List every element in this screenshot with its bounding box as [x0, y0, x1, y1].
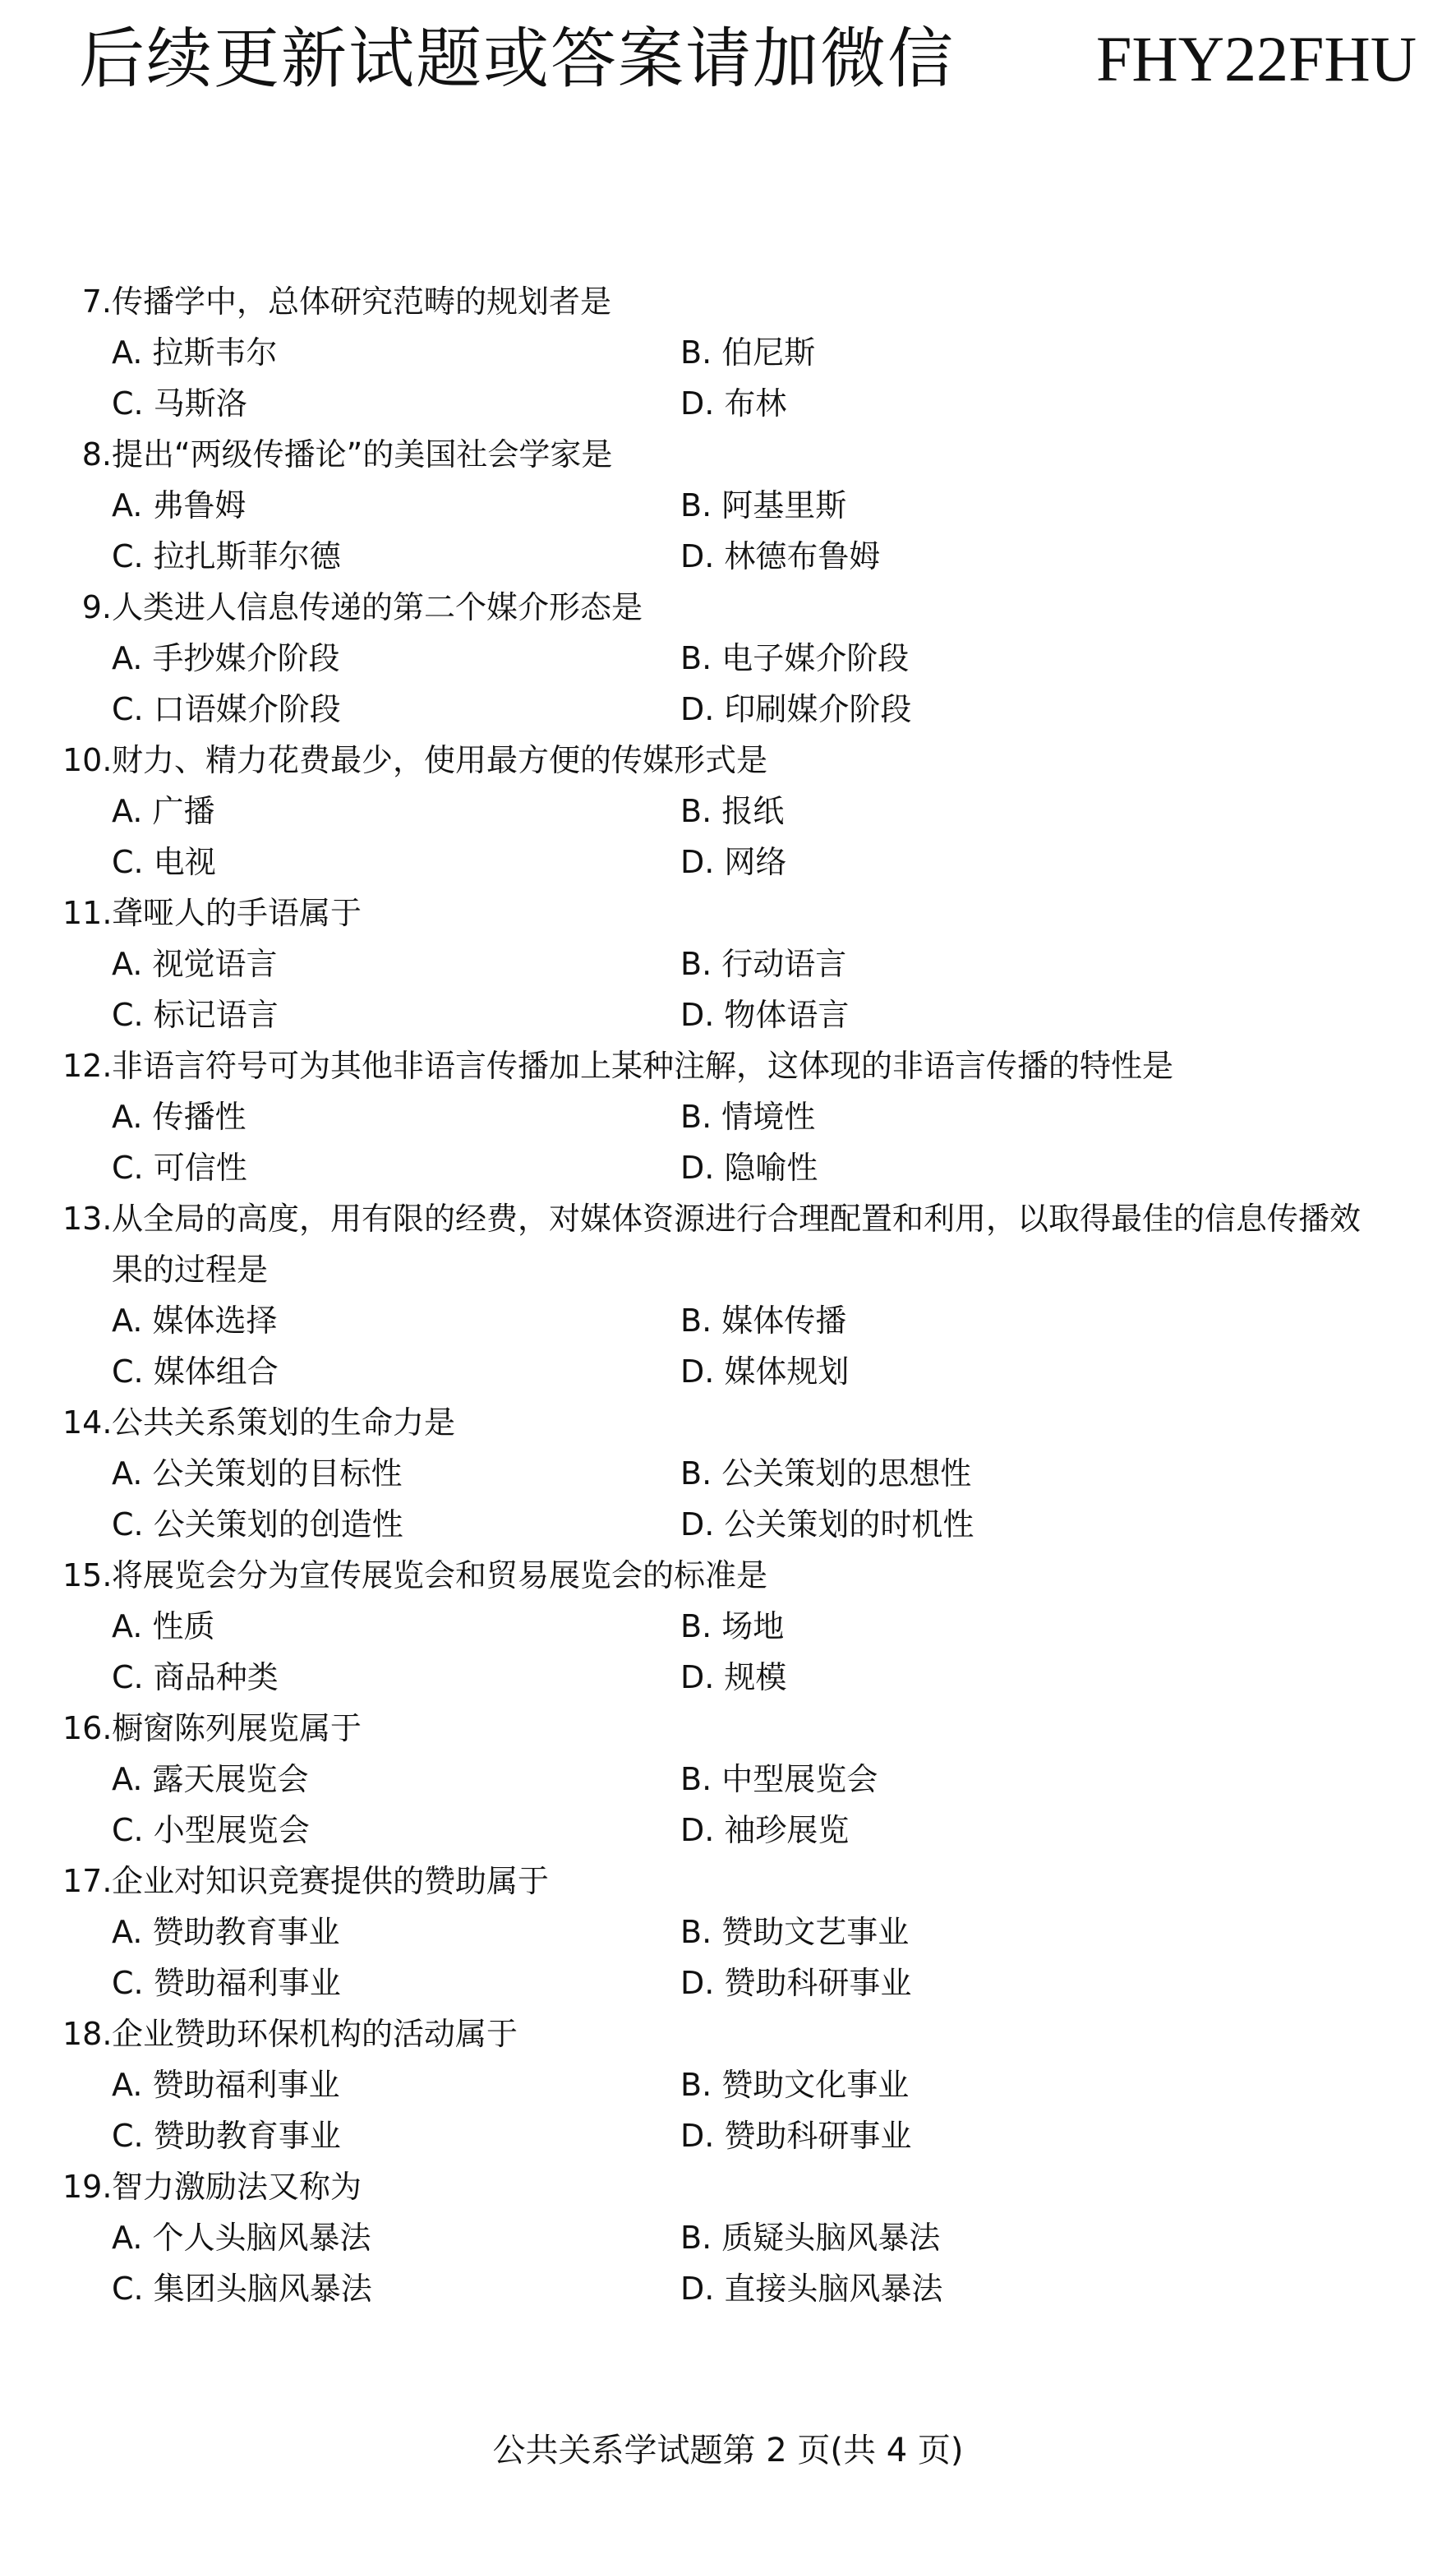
option-a: A. 广播 — [112, 793, 215, 829]
option-b: B. 阿基里斯 — [680, 487, 847, 523]
question-number: 19. — [62, 2169, 113, 2205]
question-stem — [62, 1856, 1394, 1907]
question-7 — [62, 276, 1394, 429]
question-8 — [62, 429, 1394, 582]
option-c: C. 商品种类 — [112, 1659, 279, 1695]
option-d: D. 袖珍展览 — [680, 1812, 850, 1848]
option-b: B. 伯尼斯 — [680, 334, 816, 371]
question-text: 从全局的高度，用有限的经费，对媒体资源进行合理配置和利用，以取得最佳的信息传播效果的过程是 — [112, 1201, 1362, 1288]
option-row — [62, 1295, 1394, 1346]
option-row — [62, 938, 1394, 989]
option-row — [62, 1091, 1394, 1142]
question-number: 11. — [62, 895, 113, 931]
option-row — [62, 633, 1394, 684]
option-d: D. 布林 — [680, 385, 787, 422]
option-row — [62, 786, 1394, 837]
option-row — [62, 1142, 1394, 1193]
option-d: D. 网络 — [680, 844, 787, 880]
option-d: D. 直接头脑风暴法 — [680, 2271, 943, 2307]
option-a: A. 赞助福利事业 — [112, 2067, 340, 2103]
option-a: A. 视觉语言 — [112, 946, 278, 982]
question-number: 9. — [81, 589, 112, 625]
question-number: 15. — [62, 1557, 113, 1593]
option-d: D. 规模 — [680, 1659, 787, 1695]
option-b: B. 场地 — [680, 1608, 785, 1644]
question-10 — [62, 735, 1394, 888]
option-b: B. 公关策划的思想性 — [680, 1455, 972, 1492]
option-row — [62, 1346, 1394, 1397]
question-13 — [62, 1193, 1394, 1397]
option-a: A. 个人头脑风暴法 — [112, 2220, 371, 2256]
option-row — [62, 2263, 1394, 2314]
option-row — [62, 531, 1394, 582]
option-row — [62, 2059, 1394, 2110]
question-stem — [62, 2161, 1394, 2212]
option-c: C. 标记语言 — [112, 997, 279, 1033]
question-15 — [62, 1550, 1394, 1703]
page-footer: 公共关系学试题第 2 页(共 4 页) — [492, 2432, 964, 2469]
option-c: C. 媒体组合 — [112, 1353, 279, 1390]
option-b: B. 行动语言 — [680, 946, 847, 982]
question-text: 聋哑人的手语属于 — [112, 895, 362, 931]
question-text: 人类进人信息传递的第二个媒介形态是 — [112, 589, 643, 625]
option-b: B. 媒体传播 — [680, 1303, 847, 1339]
question-stem — [62, 2008, 1394, 2059]
question-text: 智力激励法又称为 — [112, 2169, 362, 2205]
question-text: 企业赞助环保机构的活动属于 — [112, 2016, 518, 2052]
option-b: B. 质疑头脑风暴法 — [680, 2220, 941, 2256]
question-text: 公共关系策划的生命力是 — [112, 1404, 456, 1441]
question-number: 14. — [62, 1404, 113, 1441]
question-stem — [62, 1193, 1377, 1295]
option-d: D. 林德布鲁姆 — [680, 538, 881, 574]
question-19 — [62, 2161, 1394, 2314]
option-a: A. 性质 — [112, 1608, 215, 1644]
option-a: A. 拉斯韦尔 — [112, 334, 278, 371]
option-c: C. 小型展览会 — [112, 1812, 310, 1848]
header-wechat-id: FHY22FHU — [1096, 23, 1417, 95]
option-c: C. 拉扎斯菲尔德 — [112, 538, 341, 574]
question-stem — [62, 1397, 1394, 1448]
option-row — [62, 684, 1394, 735]
question-text: 财力、精力花费最少，使用最方便的传媒形式是 — [112, 742, 768, 778]
option-c: C. 集团头脑风暴法 — [112, 2271, 372, 2307]
option-a: A. 传播性 — [112, 1099, 247, 1135]
question-stem — [62, 1550, 1394, 1601]
option-c: C. 公关策划的创造性 — [112, 1506, 403, 1542]
option-row — [62, 1754, 1394, 1805]
question-16 — [62, 1703, 1394, 1856]
question-text: 提出“两级传播论”的美国社会学家是 — [112, 436, 613, 473]
option-a: A. 公关策划的目标性 — [112, 1455, 403, 1492]
option-row — [62, 1499, 1394, 1550]
question-9 — [62, 582, 1394, 735]
option-b: B. 电子媒介阶段 — [680, 640, 910, 676]
option-b: B. 赞助文化事业 — [680, 2067, 910, 2103]
question-list — [62, 276, 1394, 2314]
question-11 — [62, 888, 1394, 1040]
option-b: B. 情境性 — [680, 1099, 816, 1135]
option-row — [62, 378, 1394, 429]
option-a: A. 露天展览会 — [112, 1761, 309, 1797]
question-17 — [62, 1856, 1394, 2008]
option-d: D. 公关策划的时机性 — [680, 1506, 975, 1542]
option-d: D. 赞助科研事业 — [680, 1965, 912, 2001]
option-c: C. 电视 — [112, 844, 216, 880]
question-stem — [62, 888, 1394, 938]
option-row — [62, 1652, 1394, 1703]
option-row — [62, 327, 1394, 378]
question-number: 10. — [62, 742, 113, 778]
option-row — [62, 1957, 1394, 2008]
option-row — [62, 837, 1394, 888]
question-text: 橱窗陈列展览属于 — [112, 1710, 362, 1746]
question-stem — [62, 429, 1394, 480]
option-row — [62, 2212, 1394, 2263]
question-text: 将展览会分为宣传展览会和贸易展览会的标准是 — [112, 1557, 768, 1593]
option-b: B. 中型展览会 — [680, 1761, 878, 1797]
option-row — [62, 2110, 1394, 2161]
question-number: 7. — [81, 284, 112, 320]
option-c: C. 口语媒介阶段 — [112, 691, 341, 727]
question-number: 13. — [62, 1201, 113, 1237]
question-stem — [62, 1703, 1394, 1754]
option-c: C. 可信性 — [112, 1150, 247, 1186]
option-c: C. 赞助教育事业 — [112, 2118, 341, 2154]
option-row — [62, 1907, 1394, 1957]
option-d: D. 隐喻性 — [680, 1150, 818, 1186]
question-14 — [62, 1397, 1394, 1550]
question-stem — [62, 735, 1394, 786]
question-12 — [62, 1040, 1394, 1193]
option-row — [62, 480, 1394, 531]
option-a: A. 弗鲁姆 — [112, 487, 247, 523]
question-stem — [62, 1040, 1394, 1091]
header-notice: 后续更新试题或答案请加微信 — [79, 21, 955, 97]
option-a: A. 手抄媒介阶段 — [112, 640, 340, 676]
question-number: 16. — [62, 1710, 113, 1746]
option-row — [62, 1601, 1394, 1652]
question-text: 企业对知识竞赛提供的赞助属于 — [112, 1863, 550, 1899]
question-number: 18. — [62, 2016, 113, 2052]
question-text: 非语言符号可为其他非语言传播加上某种注解，这体现的非语言传播的特性是 — [112, 1048, 1174, 1084]
option-a: A. 媒体选择 — [112, 1303, 278, 1339]
question-18 — [62, 2008, 1394, 2161]
question-stem — [62, 582, 1394, 633]
question-text: 传播学中，总体研究范畴的规划者是 — [112, 284, 612, 320]
question-number: 8. — [81, 436, 112, 473]
option-row — [62, 1805, 1394, 1856]
question-number: 12. — [62, 1048, 113, 1084]
question-number: 17. — [62, 1863, 113, 1899]
option-c: C. 马斯洛 — [112, 385, 247, 422]
option-b: B. 报纸 — [680, 793, 785, 829]
option-a: A. 赞助教育事业 — [112, 1914, 340, 1950]
option-row — [62, 1448, 1394, 1499]
watermark-header — [0, 0, 1456, 115]
option-d: D. 赞助科研事业 — [680, 2118, 912, 2154]
question-stem — [62, 276, 1394, 327]
option-d: D. 印刷媒介阶段 — [680, 691, 912, 727]
option-c: C. 赞助福利事业 — [112, 1965, 341, 2001]
option-d: D. 物体语言 — [680, 997, 850, 1033]
option-d: D. 媒体规划 — [680, 1353, 850, 1390]
option-row — [62, 989, 1394, 1040]
option-b: B. 赞助文艺事业 — [680, 1914, 910, 1950]
